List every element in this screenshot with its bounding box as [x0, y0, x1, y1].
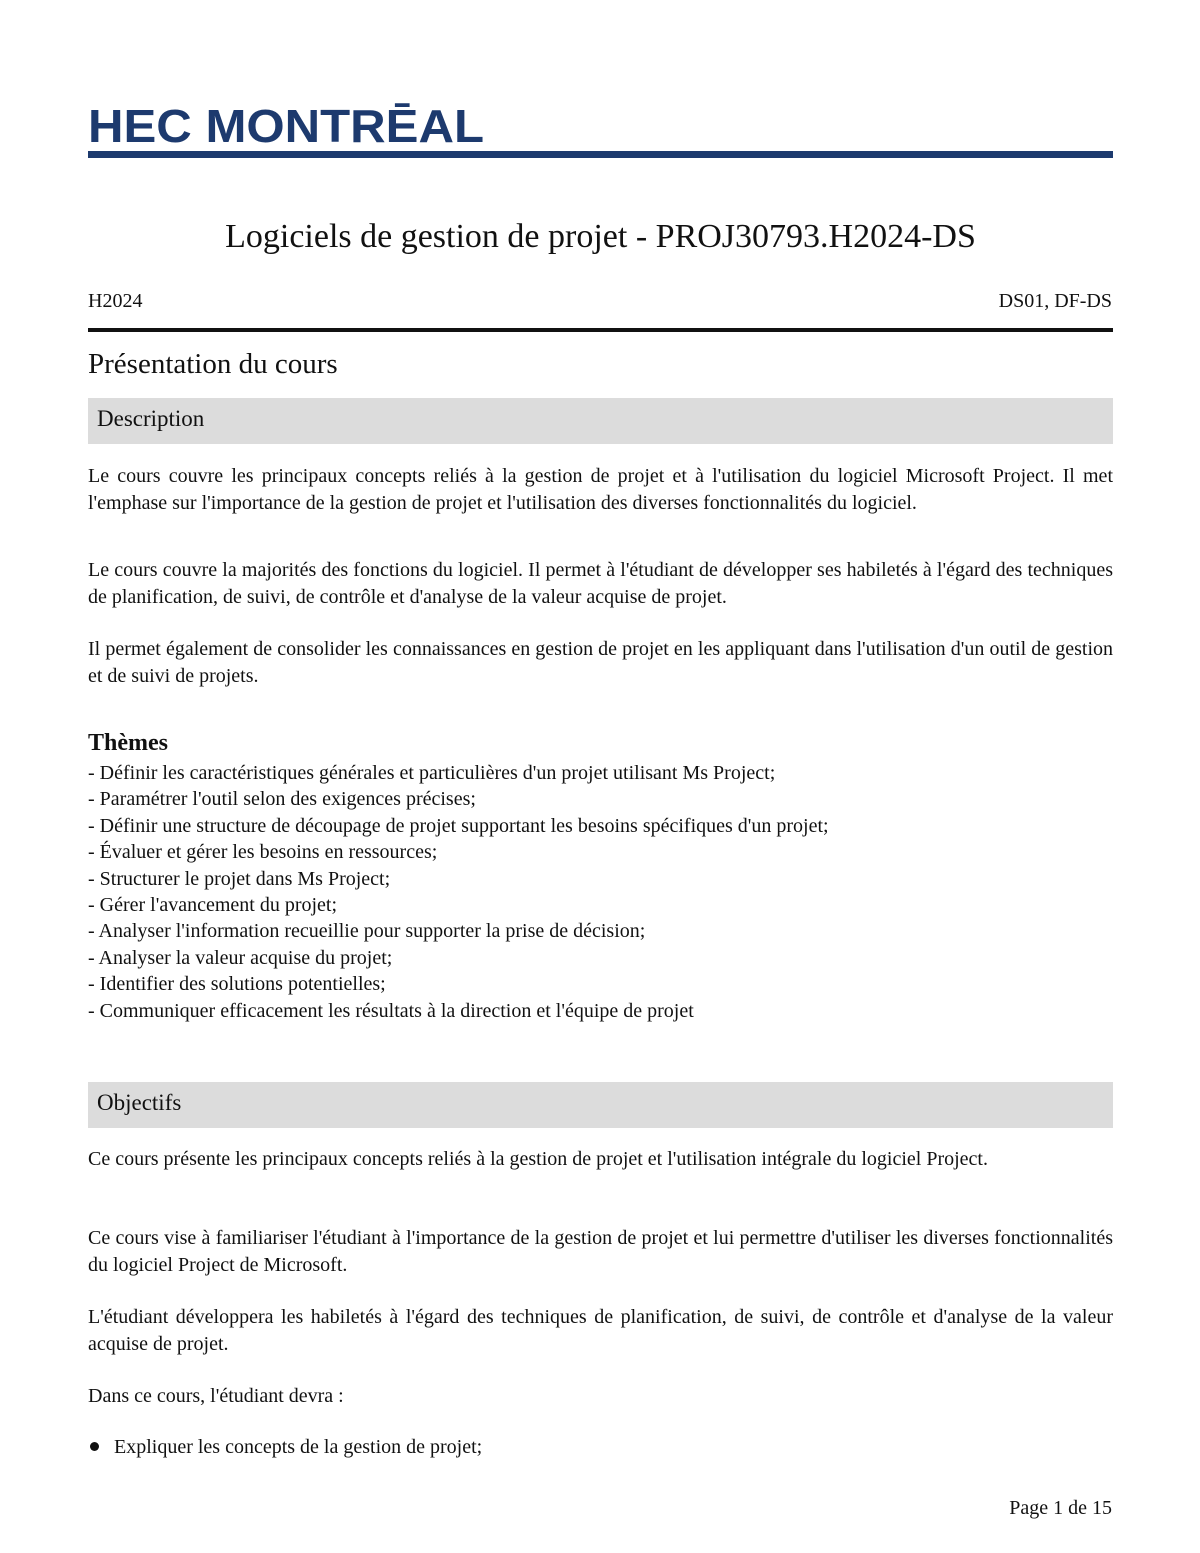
term: H2024 — [88, 290, 143, 312]
objectifs-bullet-text: Expliquer les concepts de la gestion de projet; — [114, 1436, 483, 1458]
objectifs-section-bar — [88, 1082, 1113, 1128]
logo-graphic — [88, 100, 488, 150]
objectifs-paragraph: Ce cours présente les principaux concepts reliés à la gestion de projet et l'utilisation intégrale du logiciel Project. — [88, 1148, 988, 1170]
presentation-heading: Présentation du cours — [88, 348, 338, 380]
theme-item: - Analyser l'information recueillie pour supporter la prise de décision; — [88, 920, 646, 943]
svg-text:HEC MONTRĒAL: HEC MONTRĒAL — [88, 100, 484, 150]
bullet-dot-icon — [90, 1442, 99, 1451]
themes-list — [88, 760, 1113, 1024]
theme-item: - Structurer le projet dans Ms Project; — [88, 867, 391, 890]
themes-heading: Thèmes — [88, 730, 168, 756]
description-paragraph: Le cours couvre la majorités des fonctions du logiciel. Il permet à l'étudiant de développer ses habiletés à l'égard des techniques de planification, de suivi, de contrôle et d'analyse de la valeur acquise de projet. — [88, 559, 1113, 608]
objectifs-bullet-item — [88, 1436, 1113, 1459]
objectifs-label: Objectifs — [97, 1090, 182, 1115]
description-section-bar — [88, 398, 1113, 444]
description-paragraph: Il permet également de consolider les connaissances en gestion de projet en les appliquant dans l'utilisation d'un outil de gestion et de suivi de projets. — [88, 638, 1113, 687]
theme-item: - Communiquer efficacement les résultats à la direction et l'équipe de projet — [88, 999, 694, 1022]
description-label: Description — [97, 406, 205, 431]
page-number: Page 1 de 15 — [1009, 1497, 1112, 1519]
theme-item: - Identifier des solutions potentielles; — [88, 973, 386, 996]
section-code: DS01, DF-DS — [998, 290, 1112, 312]
objectifs-bullet-list — [88, 1436, 1113, 1459]
logo-underline — [88, 151, 1113, 158]
header-divider — [88, 328, 1113, 332]
description-paragraph: Le cours couvre les principaux concepts reliés à la gestion de projet et à l'utilisation du logiciel Microsoft Project. Il met l'emphase sur l'importance de la gestion de projet et l'utilisation des diverses fonctionnalités du logiciel. — [88, 465, 1113, 514]
theme-item: - Paramétrer l'outil selon des exigences précises; — [88, 788, 476, 811]
course-title: Logiciels de gestion de projet - PROJ30793.H2024-DS — [225, 218, 976, 255]
objectifs-paragraph: Dans ce cours, l'étudiant devra : — [88, 1385, 344, 1407]
theme-item: - Définir une structure de découpage de projet supportant les besoins spécifiques d'un projet; — [88, 814, 829, 837]
theme-item: - Analyser la valeur acquise du projet; — [88, 946, 393, 969]
objectifs-paragraph: L'étudiant développera les habiletés à l'égard des techniques de planification, de suivi, de contrôle et d'analyse de la valeur acquise de projet. — [88, 1306, 1113, 1355]
theme-item: - Définir les caractéristiques générales et particulières d'un projet utilisant Ms Project; — [88, 762, 776, 784]
theme-item: - Évaluer et gérer les besoins en ressources; — [88, 841, 438, 864]
objectifs-paragraph: Ce cours vise à familiariser l'étudiant à l'importance de la gestion de projet et lui permettre d'utiliser les diverses fonctionnalités du logiciel Project de Microsoft. — [88, 1227, 1113, 1276]
hec-montreal-logo — [88, 100, 488, 150]
theme-item: - Gérer l'avancement du projet; — [88, 894, 338, 917]
